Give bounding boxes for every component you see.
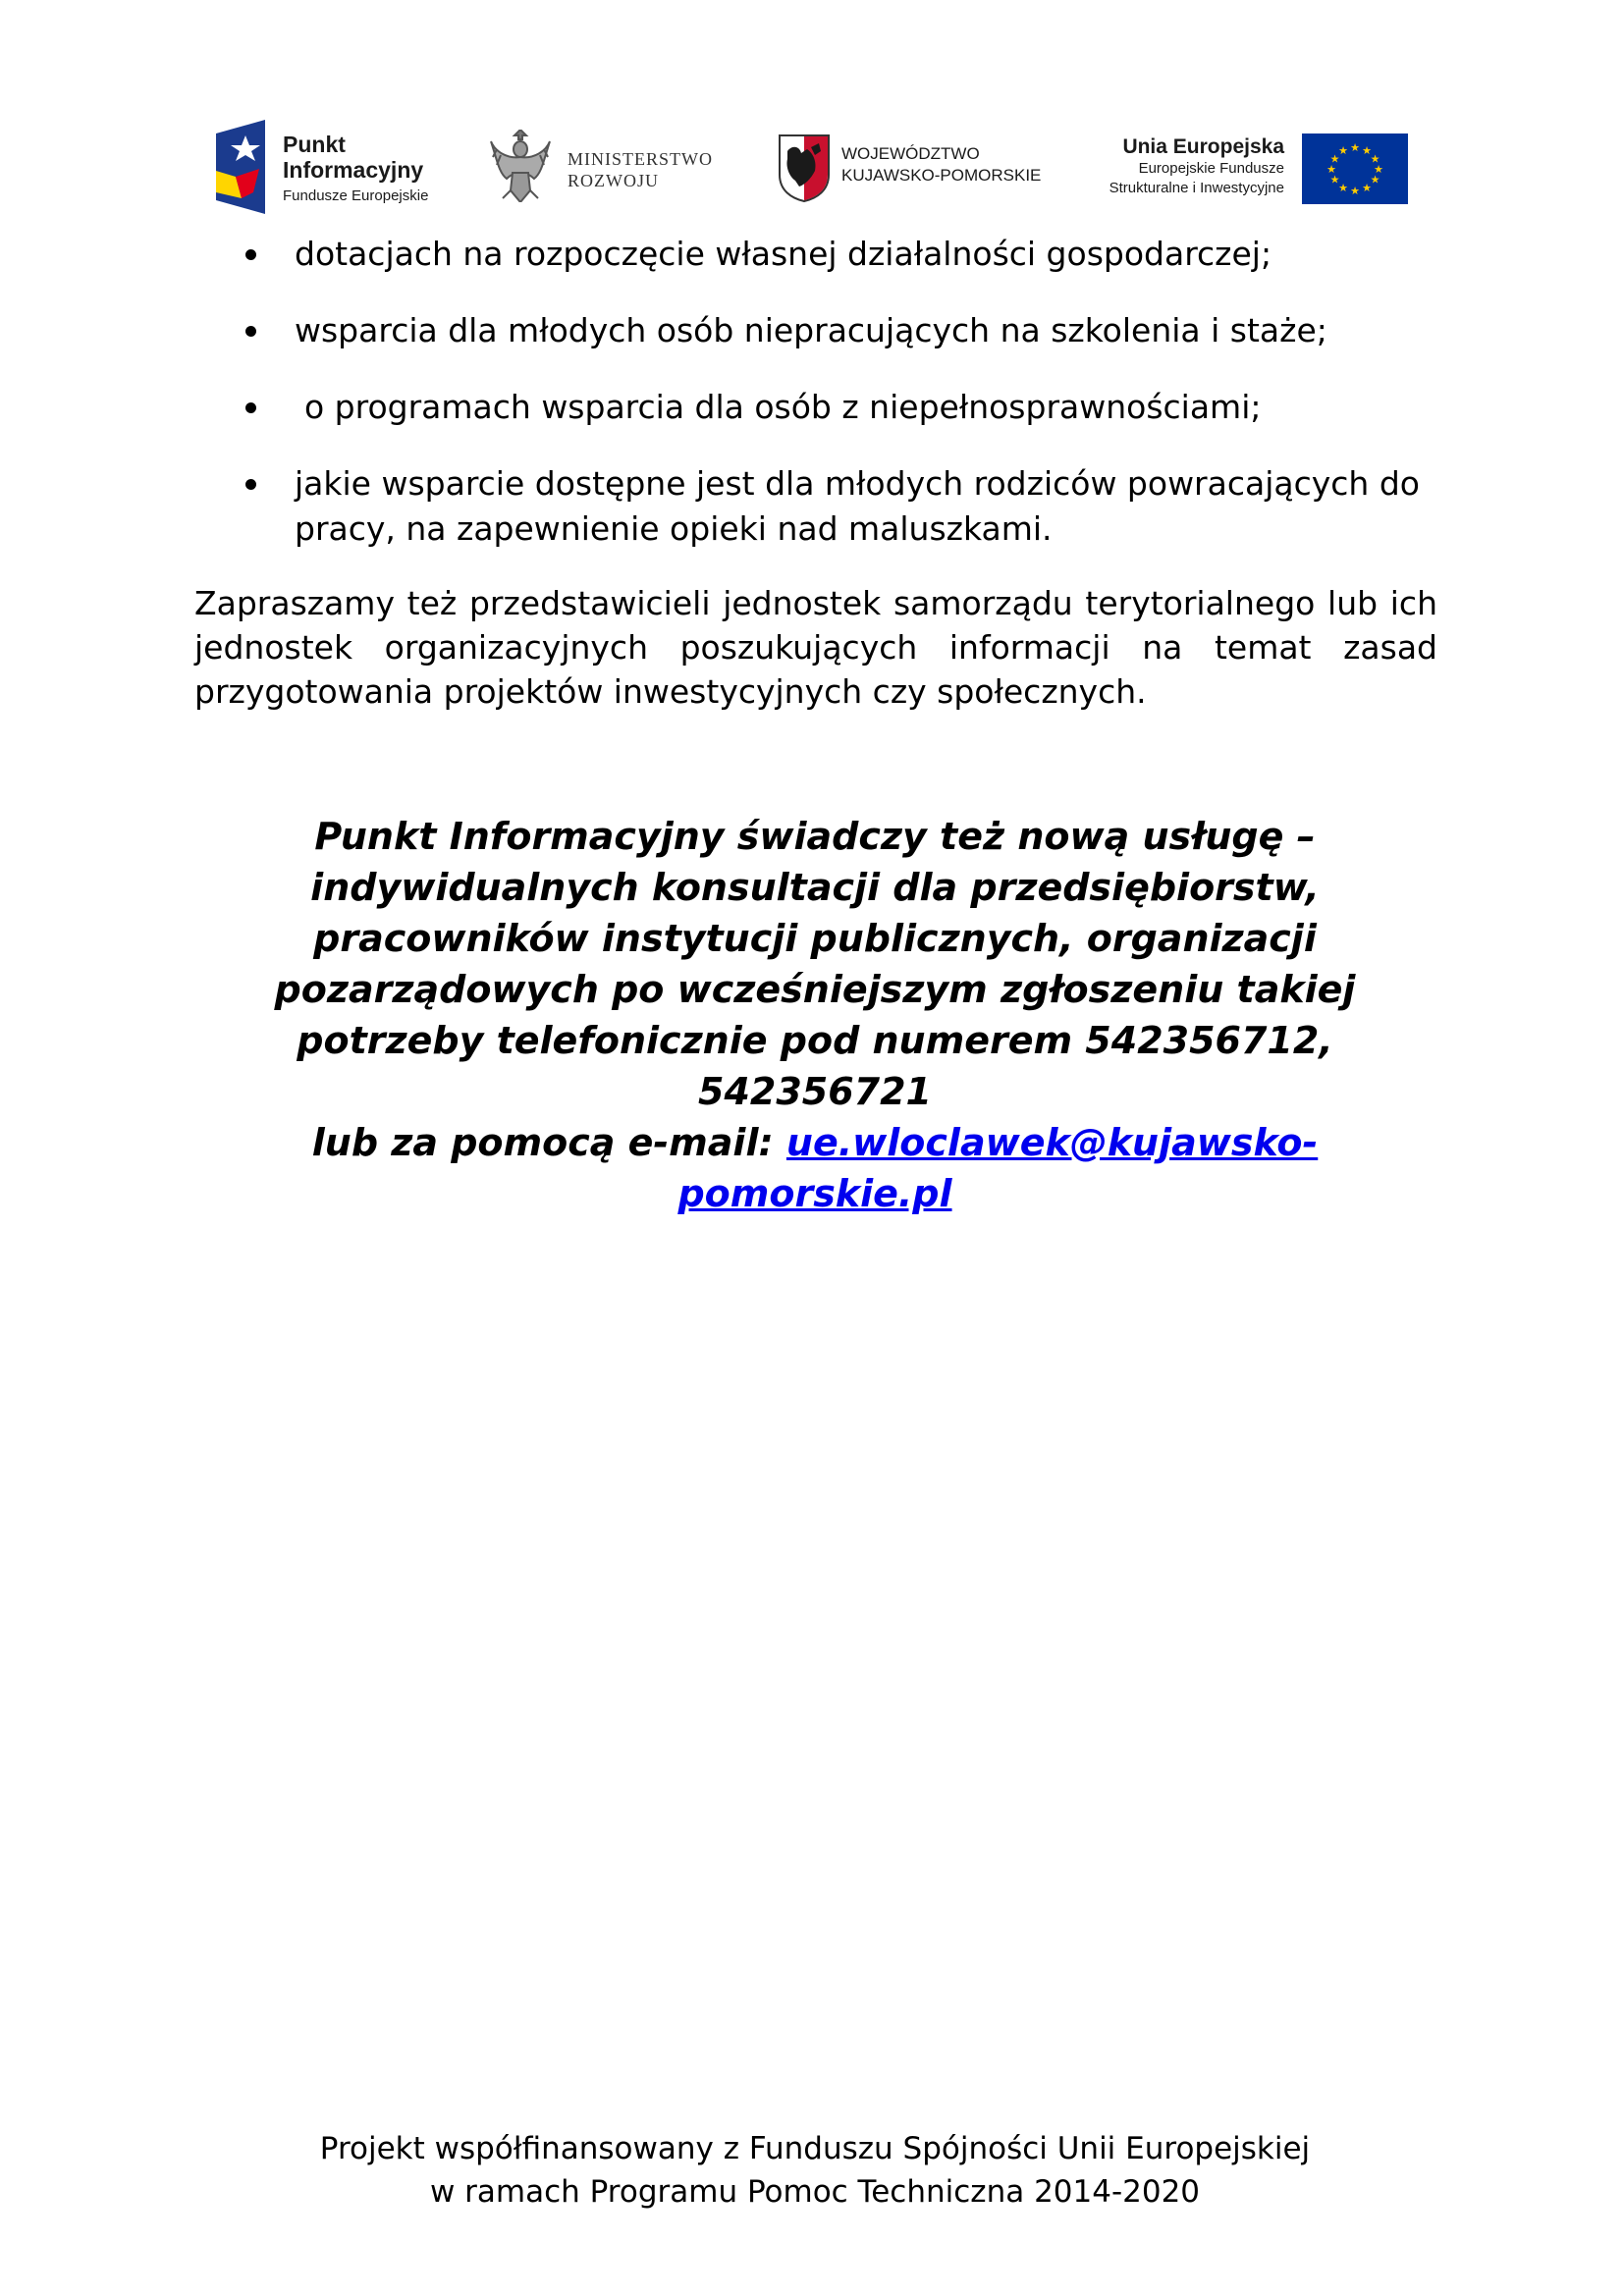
wojewodztwo-line1: WOJEWÓDZTWO (841, 144, 980, 163)
footer (196, 2127, 1434, 2214)
list-item-text: dotacjach na rozpoczęcie własnej działalności gospodarczej; (295, 235, 1272, 273)
ue-line2: Europejskie Fundusze (1138, 160, 1284, 177)
ue-line1: Unia Europejska (1122, 135, 1284, 158)
punkt-logo-line2: Informacyjny (283, 157, 424, 183)
bullet-dot-icon (245, 326, 256, 337)
svg-text:★: ★ (1350, 141, 1360, 154)
eu-flag-icon (1302, 133, 1408, 204)
bullet-list (245, 232, 1438, 552)
svg-text:★: ★ (1362, 182, 1372, 194)
list-item (245, 461, 1438, 552)
logo-ministerstwo-rozwoju (489, 118, 715, 216)
list-item-text: wsparcia dla młodych osób niepracujących na szkolenia i staże; (295, 311, 1327, 349)
punkt-logo-line3: Fundusze Europejskie (283, 187, 429, 204)
svg-text:★: ★ (1370, 173, 1380, 187)
footer-line2: w ramach Programu Pomoc Techniczna 2014-2020 (429, 2174, 1201, 2210)
svg-text:★: ★ (1329, 152, 1340, 166)
bullet-dot-icon (245, 402, 256, 413)
callout-email-prefix: lub za pomocą e-mail: (311, 1121, 786, 1164)
logo-punkt-informacyjny (216, 118, 461, 216)
email-link[interactable]: ue.wloclawek@kujawsko-pomorskie.pl (677, 1121, 1319, 1215)
ministerstwo-line1: MINISTERSTWO (568, 149, 713, 169)
svg-text:★: ★ (1362, 144, 1372, 157)
svg-text:★: ★ (1338, 144, 1348, 157)
svg-text:★: ★ (1338, 182, 1348, 194)
list-item-text: o programach wsparcia dla osób z niepełnosprawnościami; (304, 388, 1262, 426)
list-item (245, 308, 1438, 353)
bullet-dot-icon (245, 249, 256, 260)
bullet-dot-icon (245, 479, 256, 490)
polish-eagle-icon (489, 130, 552, 202)
consultation-callout (196, 811, 1434, 1219)
ue-logo-texts (1080, 135, 1284, 198)
list-item (245, 385, 1438, 430)
wojewodztwo-line2: KUJAWSKO-POMORSKIE (841, 166, 1042, 185)
ministerstwo-line2: ROZWOJU (568, 171, 659, 190)
header-logos (216, 118, 1414, 216)
logo-unia-europejska (1080, 118, 1414, 216)
punkt-informacyjny-emblem-icon (216, 120, 271, 214)
kujawsko-pomorskie-coat-of-arms-icon (778, 133, 831, 202)
list-item-text: jakie wsparcie dostępne jest dla młodych rodziców powracających do pracy, na zapewnienie opieki nad maluszkami. (295, 464, 1420, 548)
footer-line1: Projekt współfinansowany z Funduszu Spójności Unii Europejskiej (319, 2131, 1311, 2166)
callout-text: Punkt Informacyjny świadczy też nową usługę – indywidualnych konsultacji dla przedsiębiorstw, pracowników instytucji publicznych, organizacji pozarządowych po wcześniejszym zgłoszeniu takiej potrzeby telefonicznie pod numerem 542356712, 542356721 (274, 815, 1356, 1113)
ue-line3: Strukturalne i Inwestycyjne (1109, 180, 1284, 196)
svg-text:★: ★ (1370, 152, 1380, 166)
list-item (245, 232, 1438, 277)
invitation-paragraph: Zapraszamy też przedstawicieli jednostek samorządu terytorialnego lub ich jednostek organizacyjnych poszukujących informacji na temat zasad przygotowania projektów inwestycyjnych czy społecznych. (194, 584, 1437, 711)
svg-text:★: ★ (1326, 163, 1336, 176)
svg-text:★: ★ (1329, 173, 1340, 187)
punkt-logo-line1: Punkt (283, 132, 346, 157)
svg-text:★: ★ (1374, 163, 1383, 176)
logo-wojewodztwo-kujawsko-pomorskie (778, 118, 1043, 216)
svg-text:★: ★ (1350, 185, 1360, 197)
